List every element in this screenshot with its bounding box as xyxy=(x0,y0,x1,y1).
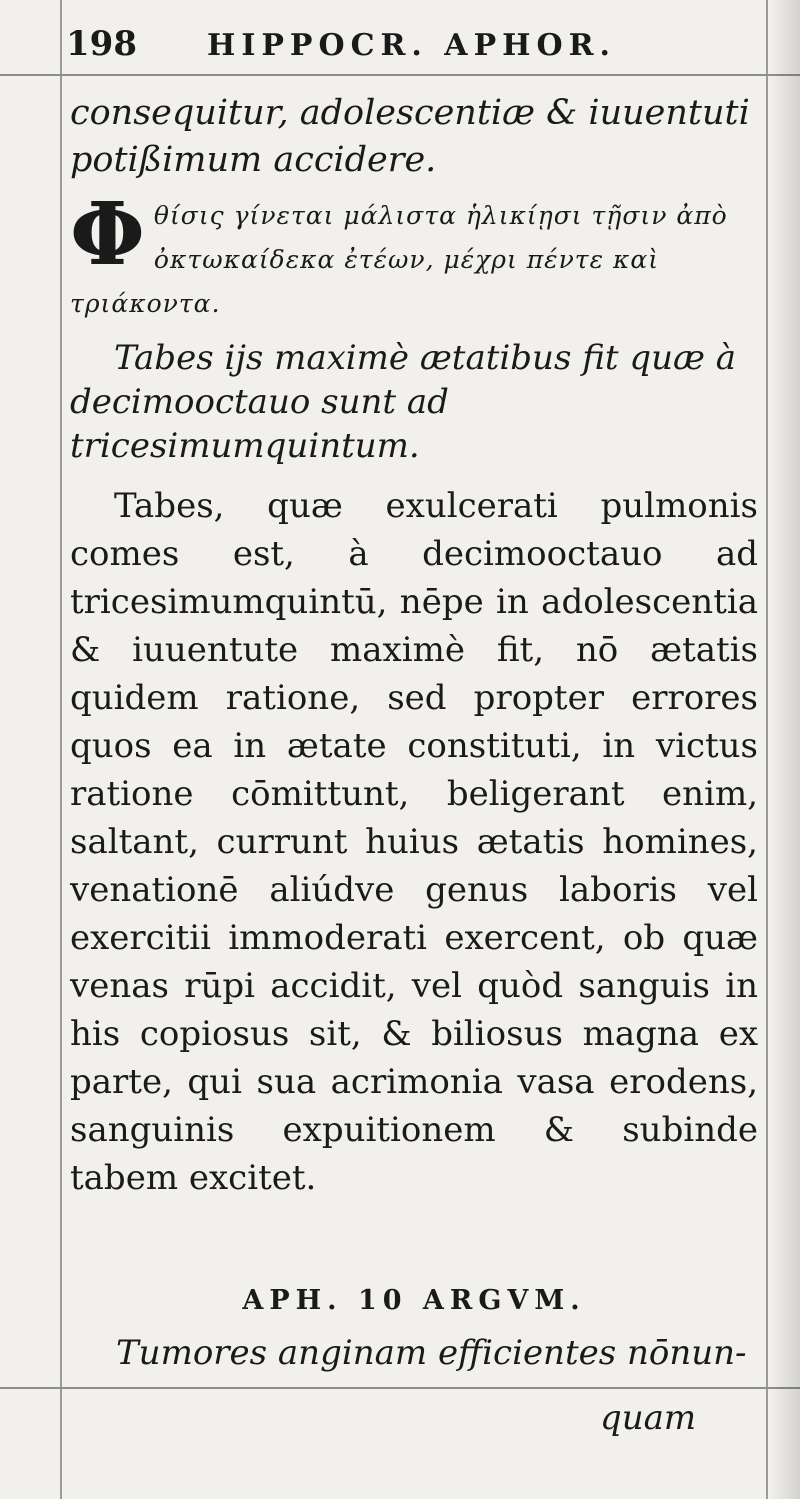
latin-opening-text: consequitur, adolescentiæ & iuuentuti potißimum accidere. xyxy=(70,93,750,180)
page-edge-shadow xyxy=(770,0,800,1499)
latin-translation: Tabes ijs maximè ætatibus fit quæ à decimooctauo sunt ad tricesimumquintum. xyxy=(70,338,737,466)
commentary-paragraph: Tabes, quæ exulcerati pulmonis comes est, à decimooctauo ad tricesimumquintū, nēpe in adolescentia & iuuentute maximè fit, nō ætatis quidem ratione, sed propter errores quos ea in ætate constituti, in victus ratione cōmittunt, beligerant enim, saltant, currunt huius ætatis homines, venationē aliúdve genus laboris vel exercitii immoderati exercent, ob quæ venas rūpi accidit, vel quòd sanguis in his copiosus sit, & biliosus magna ex parte, qui sua acrimonia vasa erodens, sanguinis expuitionem & subinde tabem excitet. xyxy=(70,486,758,1198)
running-head: HIPPOCR. APHOR. xyxy=(206,28,616,63)
greek-aphorism-text: θίσις γίνεται μάλιστα ἡλικίῃσι τῇσιν ἀπὸ ὀκτωκαίδεκα ἐτέων, μέχρι πέντε καὶ τριάκοντα. xyxy=(70,201,728,318)
margin-rule-left xyxy=(60,0,62,1499)
catchword: quam xyxy=(600,1398,697,1438)
next-aphorism-lemma: Tumores anginam efficientes nōnun- xyxy=(116,1333,747,1373)
page-body xyxy=(70,90,758,1202)
greek-aphorism xyxy=(70,184,758,326)
page-header xyxy=(66,24,756,70)
section-heading: APH. 10 ARGVM. xyxy=(242,1285,586,1316)
greek-dropcap: Φ xyxy=(70,184,146,285)
header-rule xyxy=(0,74,800,76)
page-number: 198 xyxy=(66,24,137,64)
footer-rule xyxy=(0,1387,800,1389)
margin-rule-right xyxy=(766,0,768,1499)
